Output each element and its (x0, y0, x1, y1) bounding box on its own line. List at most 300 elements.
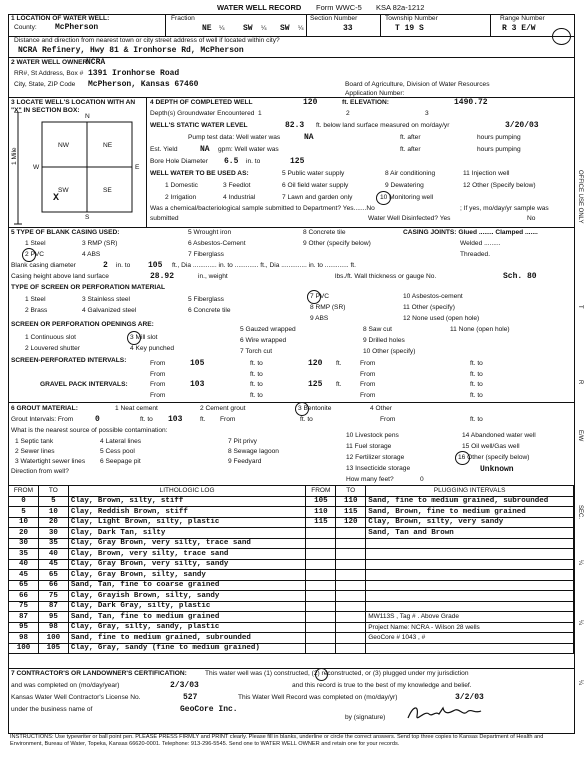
casing-type[interactable]: 9 Other (specify below) (303, 240, 371, 247)
opening-option[interactable]: 10 Other (specify) (363, 348, 416, 355)
contam-option[interactable]: 6 Seepage pit (100, 458, 141, 465)
opening-option[interactable]: 5 Gauzed wrapped (240, 326, 296, 333)
fraction-1[interactable]: NE (202, 24, 212, 33)
casing-type[interactable]: 7 Fiberglass (188, 251, 224, 258)
log-to[interactable]: 45 (38, 559, 68, 570)
use-option[interactable]: 12 Other (Specify below) (463, 182, 536, 189)
contam-option[interactable]: 4 Lateral lines (100, 438, 142, 445)
log-description[interactable]: Clay, Dark Gray, silty, plastic (68, 601, 306, 612)
bore-depth[interactable]: 125 (290, 157, 305, 166)
contam-option[interactable]: 8 Sewage lagoon (228, 448, 279, 455)
log-from[interactable]: 98 (9, 633, 39, 644)
use-option[interactable]: 6 Oil field water supply (282, 182, 349, 189)
log-note[interactable]: MW113S , Tag # . Above Grade (366, 612, 574, 623)
screen-option[interactable]: 11 Other (specify) (403, 304, 455, 311)
to-label: ft. to (250, 392, 263, 399)
opening-option-mill-slot[interactable]: 3 Mill slot (130, 334, 158, 341)
log-from[interactable]: 10 (9, 517, 39, 528)
log-description[interactable]: Clay, Light Brown, silty, plastic (68, 517, 306, 528)
table-row (9, 538, 574, 549)
log-from[interactable]: 100 (9, 643, 39, 654)
table-row (9, 570, 574, 581)
to-label: ft. to (470, 416, 483, 423)
col-header: FROM (306, 486, 336, 497)
city-value[interactable]: McPherson, Kansas 67460 (88, 80, 199, 89)
plug-to[interactable] (336, 601, 366, 612)
lithologic-log-table (8, 485, 574, 654)
casing-joints-label: CASING JOINTS: Glued ........ Clamped ....... (403, 229, 538, 236)
casing-type[interactable]: 6 Asbestos-Cement (188, 240, 246, 247)
plug-from[interactable]: 115 (306, 517, 336, 528)
county-value[interactable]: McPherson (55, 23, 99, 32)
blank-depth[interactable]: 105 (148, 261, 163, 270)
ksa-number: KSA 82a-1212 (376, 3, 425, 12)
to-label: ft. to (470, 371, 483, 378)
grout-option[interactable]: 4 Other (370, 405, 392, 412)
gauge-label: lbs./ft. Wall thickness or gauge No. (335, 273, 437, 280)
plug-from[interactable] (306, 580, 336, 591)
plug-from[interactable] (306, 601, 336, 612)
address-label: RR#, St Address, Box # (14, 70, 84, 77)
log-from[interactable]: 65 (9, 580, 39, 591)
screen-option[interactable]: 6 Concrete tile (188, 307, 231, 314)
table-row (9, 622, 574, 633)
gw-2[interactable]: 2 (346, 110, 350, 117)
hours-label: hours pumping (477, 134, 521, 141)
plug-to[interactable]: 115 (336, 507, 366, 518)
welded-option[interactable]: Welded ......... (460, 240, 501, 247)
plug-from[interactable]: 110 (306, 507, 336, 518)
bore-value[interactable]: 6.5 (224, 157, 239, 166)
license-label: Kansas Water Well Contractor's License No. (11, 694, 141, 701)
plug-description[interactable] (366, 643, 574, 654)
to-label: ft. to (140, 416, 153, 423)
opening-option[interactable]: 11 None (open hole) (450, 326, 510, 333)
other-value[interactable]: Unknown (480, 465, 514, 474)
cert2-text: and this record is true to the best of my knowledge and belief. (292, 682, 472, 689)
log-from[interactable]: 87 (9, 612, 39, 623)
to-label: ft. to (470, 392, 483, 399)
use-option[interactable]: 3 Feedlot (223, 182, 251, 189)
side-quarter: ¼ (577, 680, 583, 686)
log-from[interactable]: 40 (9, 559, 39, 570)
license-number[interactable]: 527 (183, 693, 198, 702)
blank-diameter[interactable]: 2 (103, 261, 108, 270)
south-label: S (85, 214, 90, 221)
log-from[interactable]: 35 (9, 549, 39, 560)
screen-option-pvc[interactable]: 7 PVC (310, 293, 330, 300)
disinfected-no[interactable]: No (527, 215, 536, 222)
mill-slot-circle (127, 331, 141, 345)
log-from[interactable]: 66 (9, 591, 39, 602)
plug-description[interactable] (366, 601, 574, 612)
city-label: City, State, ZIP Code (14, 81, 76, 88)
section3-label: 3 LOCATE WELL'S LOCATION WITH AN "X" IN SECTION BOX: (11, 99, 136, 114)
fraction-3[interactable]: SW (280, 24, 290, 33)
log-description[interactable]: Sand, Tan, fine to coarse grained (68, 580, 306, 591)
plug-from[interactable]: 105 (306, 496, 336, 507)
contam-option[interactable]: 10 Livestock pens (346, 432, 399, 439)
fraction-2[interactable]: SW (243, 24, 253, 33)
table-row (9, 633, 574, 644)
log-from[interactable]: 20 (9, 528, 39, 539)
gw-1[interactable]: 1 (258, 110, 262, 117)
side-quarter: ¼ (577, 620, 583, 626)
opening-option[interactable]: 7 Torch cut (240, 348, 273, 355)
plug-to[interactable] (336, 591, 366, 602)
west-label: W (33, 164, 40, 171)
screen-option[interactable]: 10 Asbestos-cement (403, 293, 463, 300)
use-option[interactable]: 1 Domestic (165, 182, 198, 189)
after-label: ft. after (400, 146, 421, 153)
plug-to[interactable] (336, 549, 366, 560)
address-value[interactable]: 1391 Ironhorse Road (88, 69, 180, 78)
use-option[interactable]: 9 Dewatering (385, 182, 424, 189)
chem-tail: ; If yes, mo/day/yr sample was (460, 205, 549, 212)
gauge-value[interactable]: Sch. 80 (503, 272, 537, 281)
yield-value[interactable]: NA (200, 145, 210, 154)
sw-label: SW (58, 187, 69, 194)
table-row (9, 643, 574, 654)
screen-from[interactable]: 105 (190, 359, 205, 368)
contam-option[interactable]: 13 Insecticide storage (346, 465, 411, 472)
log-description[interactable]: Clay, Dark Tan, silty (68, 528, 306, 539)
plug-to[interactable] (336, 559, 366, 570)
opening-option[interactable]: 4 Key punched (130, 345, 174, 352)
log-description[interactable]: Clay, Gray Brown, very silty, sandy (68, 559, 306, 570)
use-option-monitoring[interactable]: 10 Monitoring well (380, 194, 434, 201)
static-tail: ft. below land surface measured on mo/day/yr (316, 122, 450, 129)
chem-label: Was a chemical/bacteriological sample submitted to Department? Yes.......No (150, 205, 375, 212)
log-to[interactable]: 66 (38, 580, 68, 591)
contam-option[interactable]: 14 Abandoned water well (462, 432, 536, 439)
log-to[interactable]: 65 (38, 570, 68, 581)
plug-to[interactable]: 120 (336, 517, 366, 528)
from-label: From (150, 381, 166, 388)
casing-type[interactable]: 3 RMP (SR) (82, 240, 118, 247)
log-to[interactable]: 105 (38, 643, 68, 654)
plug-to[interactable] (336, 538, 366, 549)
log-from[interactable]: 5 (9, 507, 39, 518)
plug-from[interactable] (306, 549, 336, 560)
table-row (9, 517, 574, 528)
contam-option[interactable]: 12 Fertilizer storage (346, 454, 405, 461)
contam-option[interactable]: 3 Watertight sewer lines (15, 458, 86, 465)
plug-from[interactable] (306, 570, 336, 581)
use-option[interactable]: 5 Public water supply (282, 170, 345, 177)
to-label: ft. to (470, 381, 483, 388)
log-description[interactable]: Clay, Gray, sandy (fine to medium grained) (68, 643, 306, 654)
ft-label: ft. (200, 416, 206, 423)
plug-description[interactable]: Sand, Tan and Brown (366, 528, 574, 539)
log-description[interactable]: Clay, Reddish Brown, stiff (68, 507, 306, 518)
disinfected-label: Water Well Disinfected? Yes (368, 215, 451, 222)
grout-option[interactable]: 2 Cement grout (200, 405, 246, 412)
col-header: TO (336, 486, 366, 497)
screen-option[interactable]: 9 ABS (310, 315, 329, 322)
to-label: ft. to (300, 416, 313, 423)
in-to-label: in. to (246, 158, 261, 165)
log-from[interactable]: 45 (9, 570, 39, 581)
log-description[interactable]: Clay, Brown, silty, stiff (68, 496, 306, 507)
quarter-mark: ¼ (298, 25, 304, 32)
table-row (9, 496, 574, 507)
plug-description[interactable] (366, 549, 574, 560)
constructed-circle (315, 668, 328, 681)
log-to[interactable]: 40 (38, 549, 68, 560)
signature-label: by (signature) (345, 714, 386, 721)
screen-material-label: TYPE OF SCREEN OR PERFORATION MATERIAL (11, 284, 165, 291)
log-to[interactable]: 20 (38, 517, 68, 528)
static-date[interactable]: 3/20/03 (505, 121, 539, 130)
record-date[interactable]: 3/2/03 (455, 693, 484, 702)
log-from[interactable]: 0 (9, 496, 39, 507)
log-from[interactable]: 30 (9, 538, 39, 549)
grout-option[interactable]: 1 Neat cement (115, 405, 158, 412)
contam-option[interactable]: 2 Sewer lines (15, 448, 55, 455)
to-label: ft. to (470, 360, 483, 367)
contam-option[interactable]: 5 Cess pool (100, 448, 135, 455)
use-option[interactable]: 8 Air conditioning (385, 170, 436, 177)
dia-label: ft., Dia ............. in. to ............. ft., Dia .............. in. to ............. ft. (172, 262, 356, 269)
how-many-value[interactable]: 0 (420, 476, 424, 483)
from-label: From (360, 371, 376, 378)
gpm-label: gpm: Well water was (218, 146, 279, 153)
from-label: From (150, 371, 166, 378)
plug-description[interactable] (366, 570, 574, 581)
log-to[interactable]: 30 (38, 528, 68, 539)
log-description[interactable]: Sand, Tan, fine to medium grained (68, 612, 306, 623)
fraction-label: Fraction (171, 15, 195, 22)
after-label: ft. after (400, 134, 421, 141)
east-label: E (135, 164, 140, 171)
distance-label: Distance and direction from nearest town or city street address of well if located within city? (14, 37, 280, 44)
log-from[interactable]: 75 (9, 601, 39, 612)
contam-option[interactable]: 9 Feedyard (228, 458, 262, 465)
gw-3[interactable]: 3 (425, 110, 429, 117)
opening-option[interactable]: 2 Louvered shutter (25, 345, 80, 352)
range-label: Range Number (500, 15, 545, 22)
township-number[interactable]: T 19 S (395, 24, 424, 33)
log-description[interactable]: Clay, Gray Brown, very silty, trace sand (68, 538, 306, 549)
log-note[interactable]: GeoCore # 1043 , # (366, 633, 574, 644)
log-description[interactable]: Sand, fine to medium grained, subrounded (68, 633, 306, 644)
gravel-to[interactable]: 125 (308, 380, 323, 389)
contam-option[interactable]: 1 Septic tank (15, 438, 54, 445)
side-sec: SEC. (577, 505, 583, 520)
col-header: FROM (9, 486, 39, 497)
groundwater-label: Depth(s) Groundwater Encountered (150, 110, 255, 117)
static-value[interactable]: 82.3 (285, 121, 305, 130)
completed-date[interactable]: 2/3/03 (170, 681, 199, 690)
gravel-from[interactable]: 103 (190, 380, 205, 389)
log-description[interactable]: Clay, Gray Brown, silty, sandy (68, 570, 306, 581)
how-many-label: How many feet? (346, 476, 394, 483)
grout-to[interactable]: 103 (168, 415, 183, 424)
instructions-text: INSTRUCTIONS: Use typewriter or ball point pen. PLEASE PRESS FIRMLY and PRINT clearly. Please fill in blanks, underline or circle the correct answers. Send top three copies to Kansas Department of Health and Environment, Bureau of Water, Topeka, Kansas 66620-0001. Telephone: 913-296-5545. Send one to WATER WELL OWNER and retain one for your records. (10, 734, 544, 747)
plug-to[interactable] (336, 528, 366, 539)
table-row (9, 580, 574, 591)
col-header: PLUGGING INTERVALS (366, 486, 574, 497)
from-label: From (360, 360, 376, 367)
opening-option[interactable]: 8 Saw cut (363, 326, 392, 333)
business-label: under the business name of (11, 706, 93, 713)
contamination-label: What is the nearest source of possible contamination: (11, 427, 168, 434)
use-option[interactable]: 4 Industrial (223, 194, 256, 201)
owner-name[interactable]: NCRA (86, 58, 106, 67)
grout-option-bentonite[interactable]: 3 Bentonite (298, 405, 332, 412)
plug-to[interactable] (336, 612, 366, 623)
log-to[interactable]: 35 (38, 538, 68, 549)
plug-to[interactable] (336, 570, 366, 581)
log-to[interactable]: 10 (38, 507, 68, 518)
screen-option[interactable]: 8 RMP (SR) (310, 304, 346, 311)
log-to[interactable]: 95 (38, 612, 68, 623)
screen-option[interactable]: 5 Fiberglass (188, 296, 224, 303)
cert-text: This water well was (1) constructed, (2) reconstructed, or (3) plugged under my jurisdiction (205, 670, 469, 677)
yield-label: Est. Yield (150, 146, 178, 153)
pump-label: Pump test data: Well water was (188, 134, 281, 141)
use-label: WELL WATER TO BE USED AS: (150, 170, 249, 177)
opening-option[interactable]: 1 Continuous slot (25, 334, 76, 341)
table-row (9, 507, 574, 518)
use-option[interactable]: 11 Injection well (463, 170, 510, 177)
ft-label: ft. (336, 381, 342, 388)
plug-to[interactable] (336, 580, 366, 591)
gravel-intervals-label: GRAVEL PACK INTERVALS: (40, 381, 128, 388)
grout-from[interactable]: 0 (95, 415, 100, 424)
elevation-value[interactable]: 1490.72 (454, 98, 488, 107)
log-description[interactable]: Clay, Brown, very silty, trace sand (68, 549, 306, 560)
log-note[interactable]: Project Name: NCRA - Wilson 28 wells (366, 622, 574, 633)
threaded-option[interactable]: Threaded. (460, 251, 491, 258)
grout-intervals-label: Grout Intervals: From (11, 416, 74, 423)
depth-label: 4 DEPTH OF COMPLETED WELL (150, 99, 253, 106)
col-header: TO (38, 486, 68, 497)
plug-to[interactable] (336, 633, 366, 644)
pump-value[interactable]: NA (304, 133, 314, 142)
direction-label: Direction from well? (11, 468, 69, 475)
use-option[interactable]: 2 Irrigation (165, 194, 197, 201)
plug-from[interactable] (306, 591, 336, 602)
section-number[interactable]: 33 (343, 24, 353, 33)
side-quarter: ¼ (577, 560, 583, 566)
use-option[interactable]: 7 Lawn and garden only (282, 194, 353, 201)
quarter-mark: ¼ (219, 25, 225, 32)
in-to-label: in. to (116, 262, 131, 269)
form-number: Form WWC-5 (316, 3, 362, 12)
range-number[interactable]: R 3 E/W (502, 24, 536, 33)
casing-type[interactable]: 1 Steel (25, 240, 46, 247)
table-row (9, 612, 574, 623)
contam-option[interactable]: 7 Pit privy (228, 438, 257, 445)
plug-description[interactable]: Clay, Brown, silty, very sandy (366, 517, 574, 528)
plug-from[interactable] (306, 559, 336, 570)
table-row (9, 528, 574, 539)
plug-from[interactable] (306, 612, 336, 623)
opening-option[interactable]: 6 Wire wrapped (240, 337, 287, 344)
contam-option[interactable]: 15 Oil well/Gas well (462, 443, 520, 450)
quarter-mark: ¼ (261, 25, 267, 32)
screen-intervals-label: SCREEN-PERFORATED INTERVALS: (11, 357, 127, 364)
log-description[interactable]: Clay, Gray, silty, sandy, plastic (68, 622, 306, 633)
screen-option[interactable]: 2 Brass (25, 307, 48, 314)
bore-label: Bore Hole Diameter (150, 158, 208, 165)
log-to[interactable]: 100 (38, 633, 68, 644)
signature-mark (405, 702, 485, 724)
location-mark[interactable]: X (53, 193, 60, 204)
ft-label: ft. (336, 360, 342, 367)
table-row (9, 601, 574, 612)
casing-type-pvc[interactable]: 2 PVC (25, 251, 45, 258)
casing-type[interactable]: 8 Concrete tile (303, 229, 346, 236)
table-row (9, 559, 574, 570)
contam-option-other[interactable]: 16 Other (specify below) (458, 454, 530, 461)
plug-description[interactable] (366, 538, 574, 549)
section5-label: 5 TYPE OF BLANK CASING USED: (11, 229, 120, 236)
log-description[interactable]: Clay, Grayish Brown, silty, sandy (68, 591, 306, 602)
from-label: From (150, 360, 166, 367)
log-to[interactable]: 75 (38, 591, 68, 602)
section-box-diagram (10, 112, 145, 227)
record-label: This Water Well Record was completed on (mo/day/yr) (238, 694, 398, 701)
screen-option[interactable]: 1 Steel (25, 296, 46, 303)
casing-height-label: Casing height above land surface (11, 273, 109, 280)
other-circle (455, 451, 470, 465)
screen-option[interactable]: 3 Stainless steel (82, 296, 131, 303)
casing-type[interactable]: 4 ABS (82, 251, 101, 258)
plug-description[interactable] (366, 580, 574, 591)
hours-label: hours pumping (477, 146, 521, 153)
plug-to[interactable] (336, 643, 366, 654)
plug-to[interactable]: 110 (336, 496, 366, 507)
plug-description[interactable] (366, 559, 574, 570)
opening-option[interactable]: 9 Drilled holes (363, 337, 405, 344)
plug-description[interactable]: Sand, fine to medium grained, subrounded (366, 496, 574, 507)
plug-from[interactable] (306, 633, 336, 644)
casing-height[interactable]: 28.92 (150, 272, 175, 281)
depth-value[interactable]: 120 (303, 98, 318, 107)
log-to[interactable]: 87 (38, 601, 68, 612)
monitoring-circle (376, 191, 391, 205)
plug-from[interactable] (306, 622, 336, 633)
plug-description[interactable]: Sand, Brown, fine to medium grained (366, 507, 574, 518)
log-to[interactable]: 5 (38, 496, 68, 507)
plug-to[interactable] (336, 622, 366, 633)
plug-from[interactable] (306, 643, 336, 654)
plug-from[interactable] (306, 528, 336, 539)
plug-from[interactable] (306, 538, 336, 549)
screen-pvc-circle (307, 290, 321, 304)
pvc-circle (22, 248, 36, 262)
log-from[interactable]: 95 (9, 622, 39, 633)
business-name[interactable]: GeoCore Inc. (180, 705, 238, 714)
county-label: County: (14, 24, 37, 31)
township-label: Township Number (385, 15, 438, 22)
screen-option[interactable]: 12 None used (open hole) (403, 315, 480, 322)
office-use-label: OFFICE USE ONLY (577, 170, 583, 224)
screen-option[interactable]: 4 Galvanized steel (82, 307, 137, 314)
plug-description[interactable] (366, 591, 574, 602)
screen-to[interactable]: 120 (308, 359, 323, 368)
casing-type[interactable]: 5 Wrought iron (188, 229, 232, 236)
log-to[interactable]: 98 (38, 622, 68, 633)
section1-label: 1 LOCATION OF WATER WELL: (11, 15, 110, 22)
col-header: LITHOLOGIC LOG (68, 486, 306, 497)
distance-value[interactable]: NCRA Refinery, Hwy 81 & Ironhorse Rd, McPherson (18, 46, 244, 55)
board-text: Board of Agriculture, Division of Water Resources (345, 81, 490, 88)
contam-option[interactable]: 11 Fuel storage (346, 443, 392, 450)
